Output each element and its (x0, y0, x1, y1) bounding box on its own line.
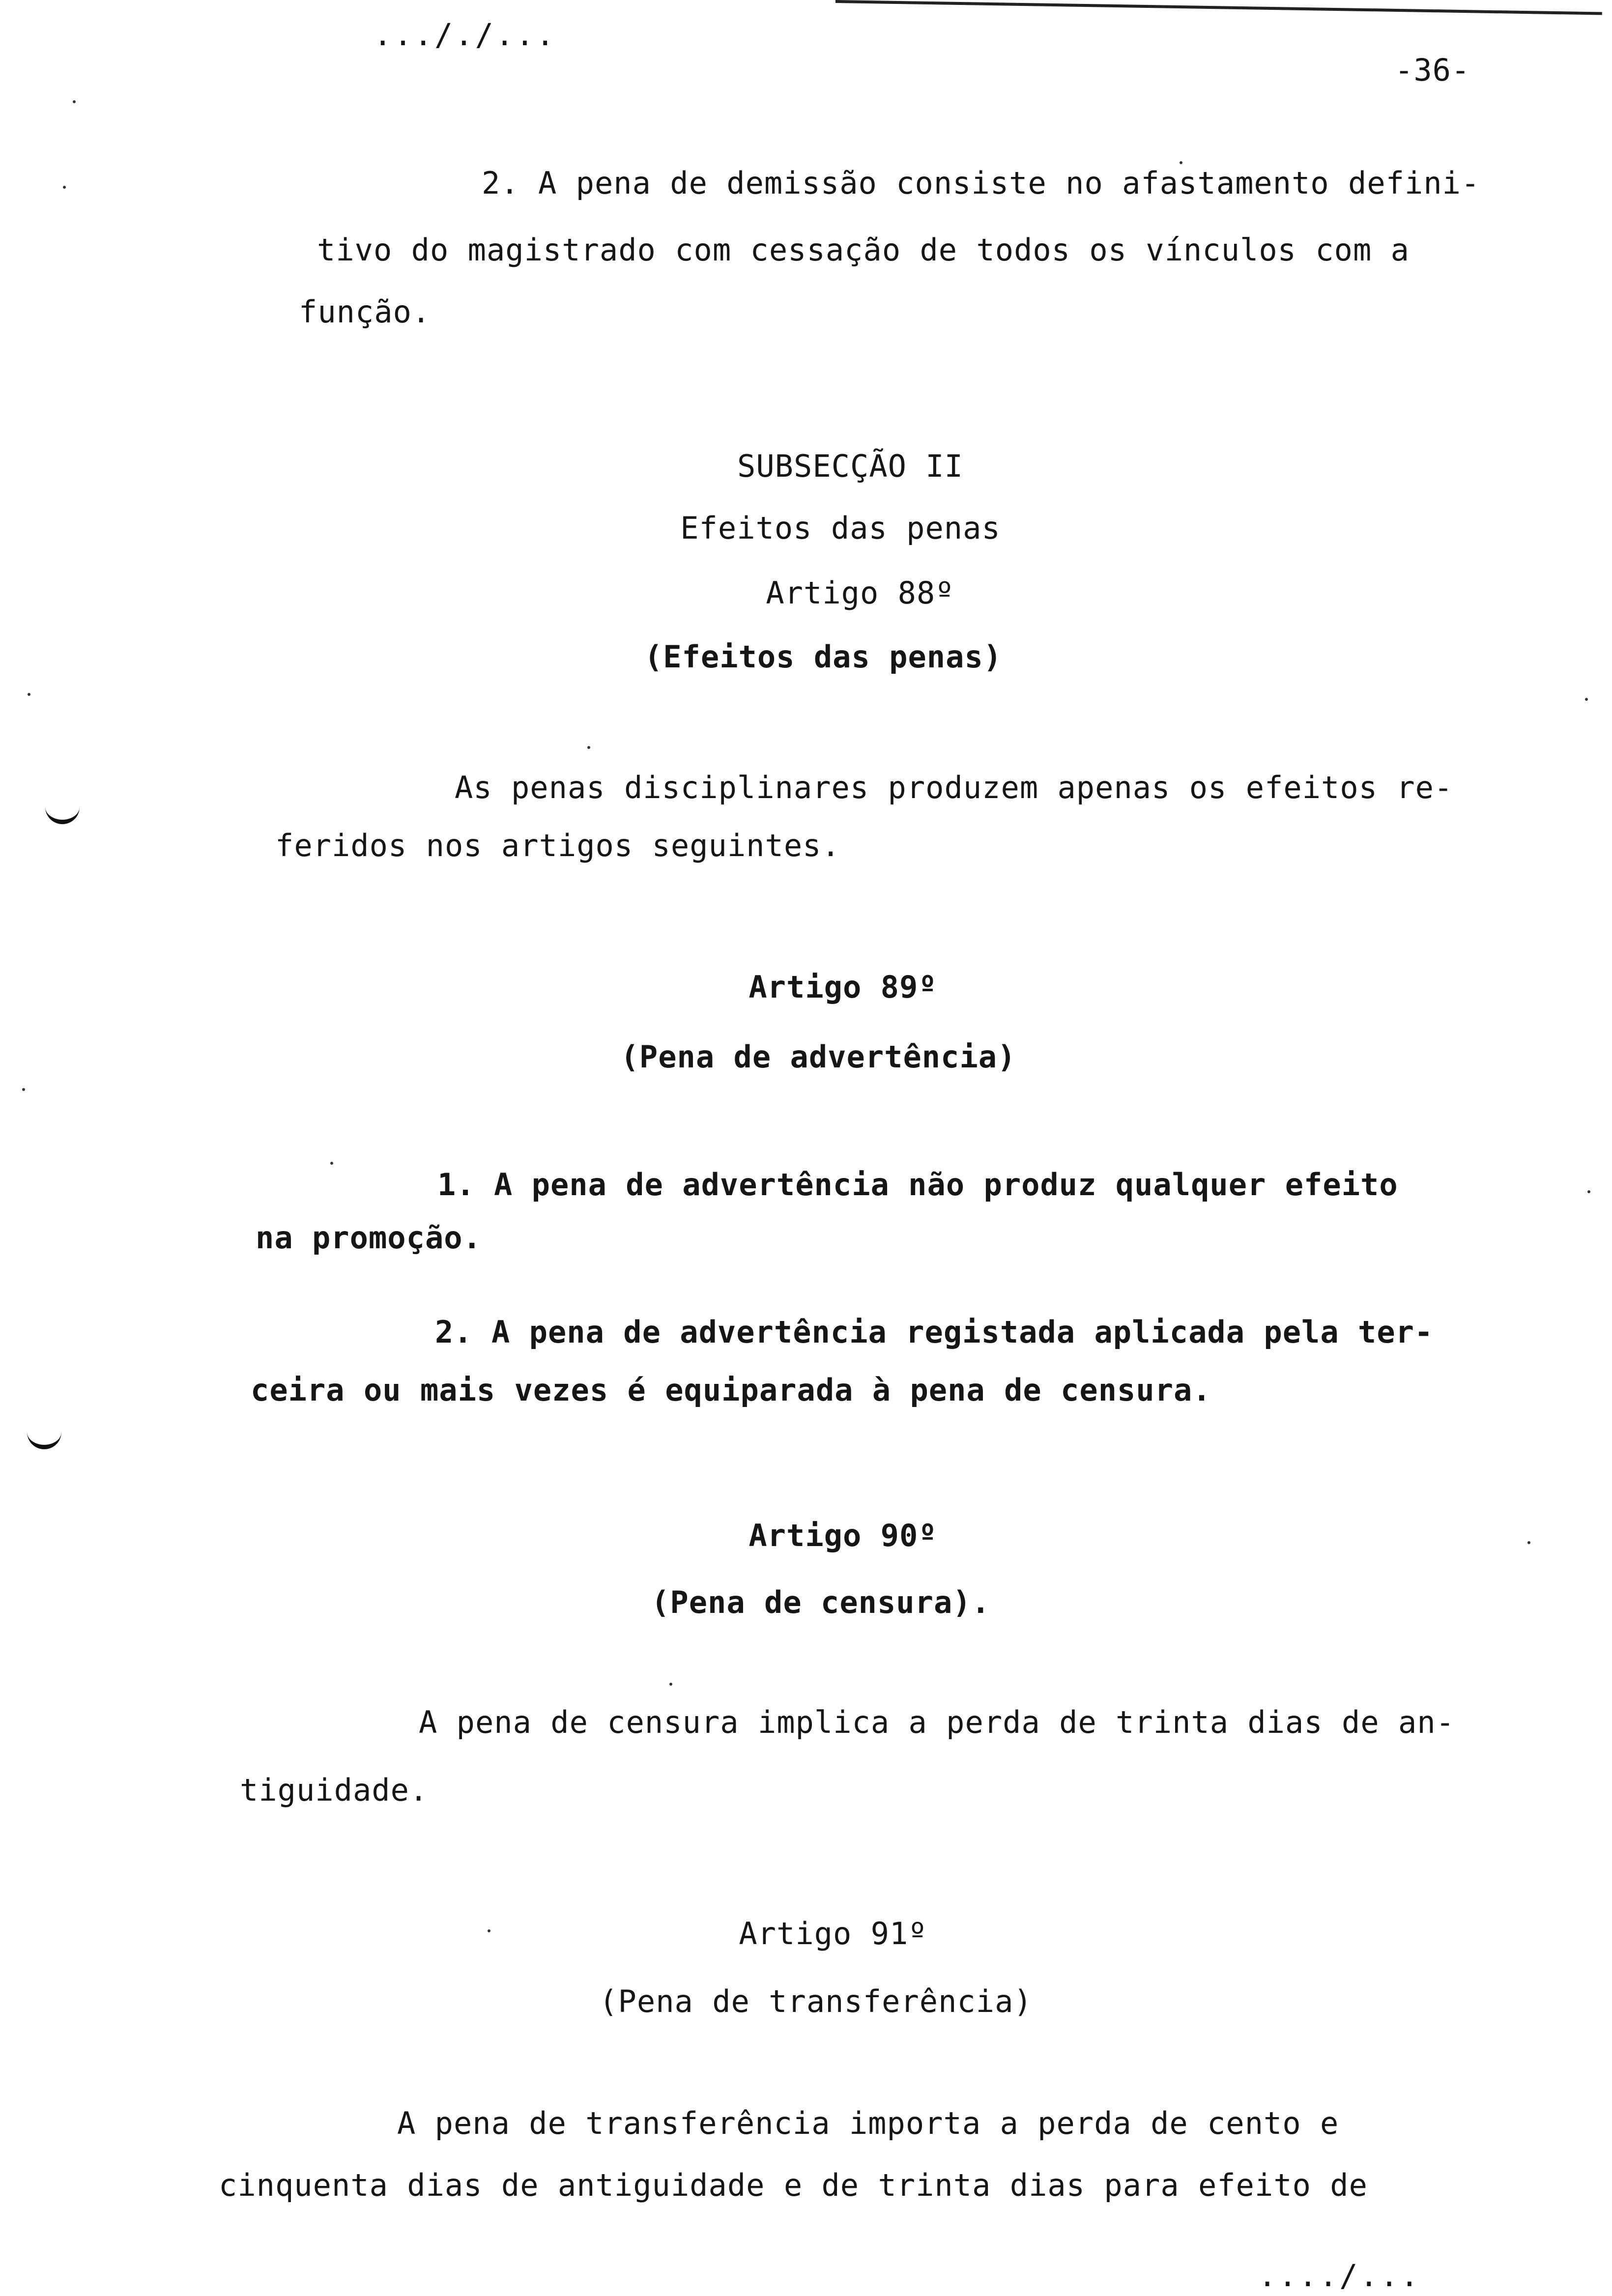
article-89-title: (Pena de advertência) (620, 1039, 1016, 1075)
scan-speck (73, 100, 76, 103)
paragraph-line: A pena de transferência importa a perda de cento e (397, 2105, 1339, 2141)
paragraph-line: tivo do magistrado com cessação de todos os vínculos com a (317, 232, 1410, 268)
paragraph-line: As penas disciplinares produzem apenas os efeitos re- (455, 770, 1453, 805)
scan-speck (1585, 698, 1588, 701)
article-88-title: (Efeitos das penas) (644, 639, 1003, 675)
continuation-marker-top: ..././... (374, 17, 556, 53)
scan-artifact-mark (27, 1430, 61, 1449)
scan-speck (1587, 1190, 1590, 1193)
scan-speck (1527, 1541, 1530, 1544)
paragraph-line: cinquenta dias de antiguidade e de trinta dias para efeito de (219, 2167, 1368, 2203)
article-90-heading: Artigo 90º (748, 1518, 937, 1553)
scan-speck (28, 693, 30, 696)
scan-artifact-mark (45, 805, 80, 824)
paragraph-line: função. (299, 294, 431, 330)
subsection-title: Efeitos das penas (680, 510, 1001, 546)
paragraph-line: na promoção. (256, 1220, 482, 1256)
scan-speck (587, 746, 590, 749)
continuation-marker-bottom: ..../... (1258, 2258, 1421, 2294)
scan-speck (330, 1162, 333, 1165)
scan-speck (22, 1088, 25, 1091)
paragraph-line: feridos nos artigos seguintes. (275, 828, 840, 863)
paragraph-line: 2. A pena de demissão consiste no afastamento defini- (482, 165, 1480, 201)
scan-speck (63, 186, 66, 189)
article-89-heading: Artigo 89º (748, 969, 937, 1005)
paragraph-line: 1. A pena de advertência não produz qualquer efeito (437, 1167, 1398, 1203)
scan-speck (488, 1929, 490, 1932)
article-91-title: (Pena de transferência) (599, 1983, 1033, 2019)
paragraph-line: 2. A pena de advertência registada aplicada pela ter- (435, 1314, 1434, 1350)
subsection-label: SUBSECÇÃO II (737, 448, 963, 484)
article-90-title: (Pena de censura). (651, 1584, 990, 1620)
page-number: -36- (1395, 52, 1470, 88)
scan-speck (669, 1683, 672, 1686)
paragraph-line: ceira ou mais vezes é equiparada à pena de censura. (251, 1372, 1211, 1408)
top-rule (835, 0, 1602, 15)
paragraph-line: tiguidade. (240, 1772, 429, 1808)
scan-speck (1180, 161, 1182, 164)
article-88-heading: Artigo 88º (766, 575, 954, 611)
paragraph-line: A pena de censura implica a perda de trinta dias de an- (419, 1704, 1455, 1740)
article-91-heading: Artigo 91º (739, 1916, 927, 1952)
